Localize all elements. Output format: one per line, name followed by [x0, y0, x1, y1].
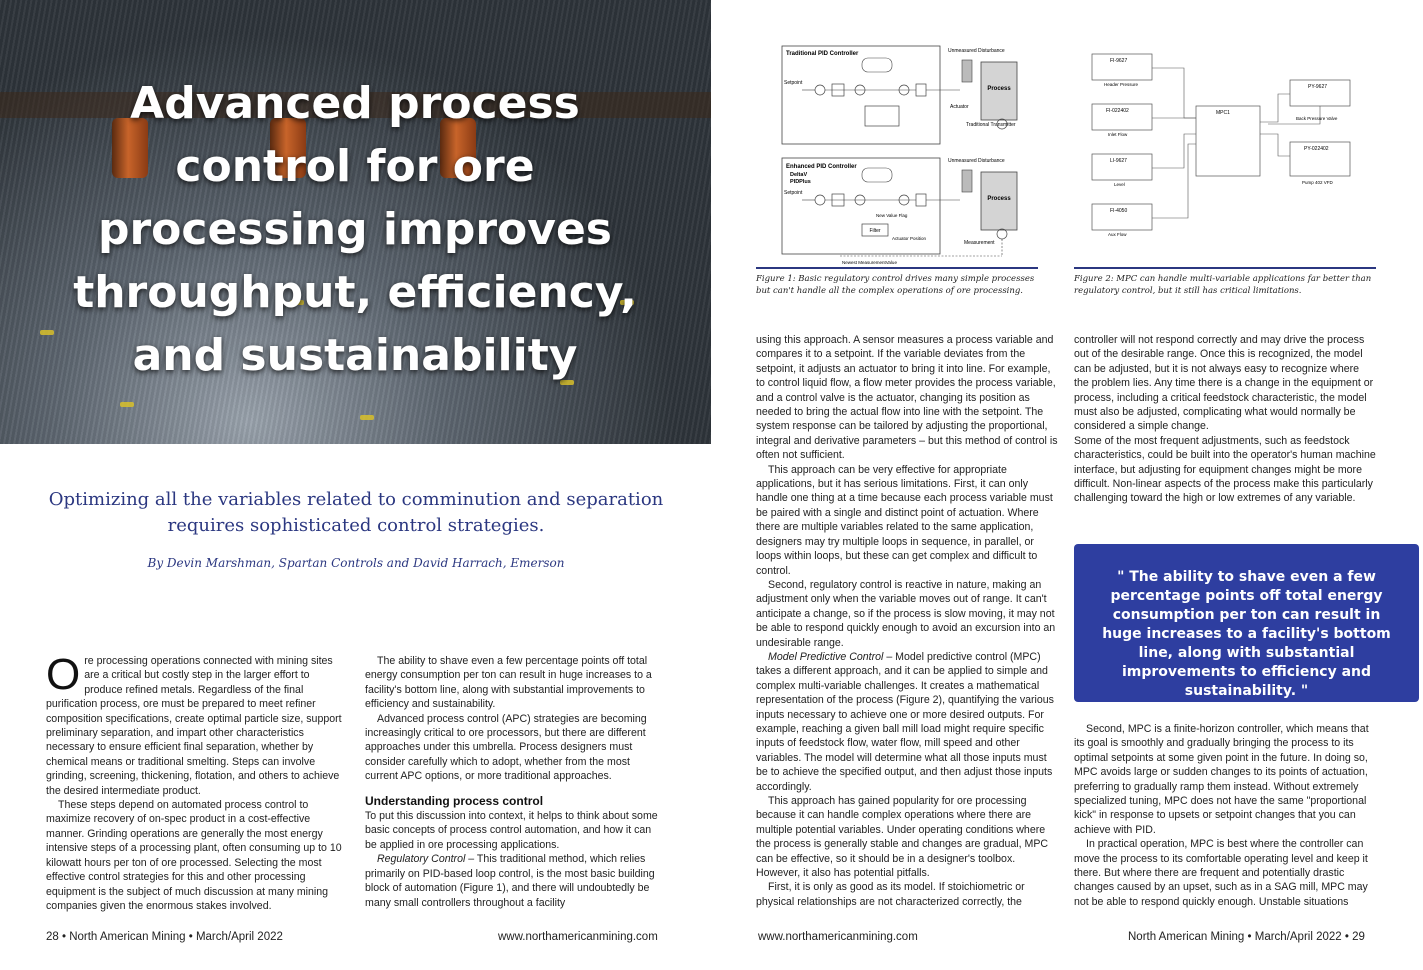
ao-tag: PY-9627	[1308, 84, 1327, 90]
disturbance-label: Unmeasured Disturbance	[948, 48, 1005, 54]
paragraph	[756, 650, 1058, 794]
ai-tag: FI-4050	[1110, 208, 1128, 214]
paragraph: To put this discussion into context, it helps to think about some basic concepts of process control automation, and how it can be applied in ore processing applications.	[365, 810, 658, 851]
figure-2-diagram	[1088, 44, 1356, 268]
paragraph: using this approach. A sensor measures a process variable and compares it to a setpoint. If the variable deviates from the setpoint, it adjusts an actuator to bring it into line. For example, to control liquid flow, a flow meter provides the process variable, and a control valve is the actuator, changing its position as needed to bring the actual flow into line with the setpoint. The system response can be tailored by adjusting the proportional, integral and derivative parameters – but this method of control is often not sufficient.	[756, 334, 1058, 462]
actuator-label: Actuator	[950, 104, 969, 110]
figure-1-top-label: Traditional PID Controller	[786, 51, 859, 57]
ai-tag: FI-022402	[1106, 108, 1129, 114]
ai-label: Level	[1114, 182, 1125, 187]
ai-label: Header Pressure	[1104, 82, 1139, 87]
ai-block	[1092, 204, 1152, 237]
actuator-position-label: Actuator Position	[892, 236, 927, 241]
ao-tag: PY-022402	[1304, 146, 1329, 152]
right-column-3	[1074, 722, 1376, 909]
ore-fleck	[120, 402, 134, 407]
paragraph-lead: Regulatory Control	[377, 853, 466, 866]
mpc-block	[1196, 106, 1260, 176]
paragraph: Second, regulatory control is reactive in nature, making an adjustment only when the variable moves out of range. It can't anticipate a change, so if the process is slow moving, it may not be able to respond quickly enough to avoid an excursion into an undesirable range.	[756, 578, 1056, 649]
filter-label: Filter	[869, 228, 881, 234]
figure-1-bottom-label: Enhanced PID Controller	[786, 164, 857, 170]
paragraph: This approach can be very effective for appropriate applications, but it has serious limitations. First, it can only handle one thing at a time because each process variable must be paired with a single and distinct point of actuation. Where there are multiple variables related to the same application, designers may try multiple loops in sequence, in parallel, or loops within loops, but these can get complex and difficult to control.	[756, 463, 1053, 577]
figure-2-rule	[1074, 267, 1376, 269]
left-column-2	[365, 654, 661, 910]
paragraph: First, it is only as good as its model. If stoichiometric or physical relationships are not characterized correctly, the	[756, 881, 1025, 908]
disturbance-label-2: Unmeasured Disturbance	[948, 158, 1005, 164]
ao-label: Back Pressure Valve	[1296, 116, 1338, 121]
hero-photo	[0, 0, 711, 444]
measurement-label: Measurement	[964, 240, 995, 246]
paragraph: controller will not respond correctly and may drive the process out of the desirable range. Once this is recognized, the model can be adjusted, but it is not always easy to recognize where the problem lies. Any time there is a change in the equipment or process, including a critical feedstock characteristic, the model must also be adjusted, complicating what would normally be considered a simple change.	[1074, 334, 1374, 433]
footer-left: 28 • North American Mining • March/April 2022	[46, 931, 283, 943]
ai-label: Inlet Flow	[1108, 132, 1128, 137]
footer-url-right: www.northamericanmining.com	[758, 931, 918, 943]
right-column-2	[1074, 333, 1376, 506]
process-label: Process	[987, 86, 1011, 92]
figure-1-rule	[756, 267, 1038, 269]
paragraph: Some of the most frequent adjustments, such as feedstock characteristics, could be built into the operator's human machine interface, but adjusting for equipment changes might be more difficult. Non-linear aspects of the process make this particularly challenging toward the high or low extremes of any variable.	[1074, 434, 1376, 505]
figure-1-diagram	[780, 44, 1020, 268]
paragraph: Advanced process control (APC) strategies are becoming increasingly critical to ore processors, but there are different approaches under this umbrella. Process designers must consider carefully which to adopt, whether from the most current APC options, or more traditional approaches.	[365, 712, 647, 783]
ai-block	[1092, 54, 1152, 87]
footer-right: North American Mining • March/April 2022 • 29	[1128, 931, 1365, 943]
transmitter-label: Traditional Transmitter	[966, 122, 1016, 128]
article-deck: Optimizing all the variables related to comminution and separation requires sophisticated control strategies.	[48, 489, 664, 536]
pidplus-label: PIDPlus	[790, 179, 811, 185]
article-title: Advanced process control for ore processing improves throughput, efficiency, and sustainability	[73, 78, 637, 381]
ao-block	[1290, 142, 1350, 185]
ai-block	[1092, 154, 1152, 187]
process-label-2: Process	[987, 196, 1011, 202]
section-heading: Understanding process control	[365, 793, 544, 808]
ai-tag: FI-9627	[1110, 58, 1128, 64]
paragraph: In practical operation, MPC is best where the controller can move the process to its comfortable operating level and keep it there. But where there are frequent and potentially drastic changes caused by an upset, such as in a SAG mill, MPC may not be able to respond quickly enough. Unstable situations	[1074, 838, 1368, 908]
ai-tag: LI-9627	[1110, 158, 1127, 164]
paragraph	[365, 852, 661, 910]
ore-fleck	[360, 415, 374, 420]
newest-label: Newest MeasurementValue	[842, 260, 897, 265]
paragraph-text: – Model predictive control (MPC) takes a different approach, and it can be applied to simple and complex multi-variable challenges. It creates a mathematical representation of the process (Figure 2), quantifying the various inputs necessary to achieve one or more desired outputs. For example, reaching a given ball mill load might require specific inputs of feedstock flow, water flow, mill speed and other variables. The model will determine what all those inputs must be to achieve the specified output, and then adjust those inputs accordingly.	[756, 650, 1054, 793]
ai-label: Aux Flow	[1108, 232, 1127, 237]
new-value-label: New Value Flag	[876, 213, 908, 218]
paragraph: re processing operations connected with mining sites are a critical but costly step in the larger effort to produce refined metals. Regardless of the final purification process, ore must be prepared to meet refiner composition specifications, create optimal particle size, support preliminary separation, and impart other characteristics necessary to ensure efficient final separation, whether by chemical means or traditional smelting. Steps can involve grinding, screening, thickening, flotation, and others to achieve the desired intermediate product.	[46, 655, 342, 797]
paragraph: These steps depend on automated process control to maximize recovery of on-spec product in a cost-effective manner. Grinding operations are generally the most energy intensive steps of a processing plant, often consuming up to 10 kilowatt hours per ton of ore processed. Selecting the most effective control strategies for this and other processing equipment is the subject of much discussion at many mining companies given the enormous stakes involved.	[46, 799, 342, 912]
paragraph: Second, MPC is a finite-horizon controller, which means that its goal is smoothly and gradually bringing the process to its optimal setpoints at some given point in the future. In doing so, MPC avoids large or sudden changes to its points of actuation, preferring to gradually ramp them instead. Without extremely specialized tuning, MPC does not have the same "proportional kick" in response to upsets or setpoint changes that you can achieve with PID.	[1074, 723, 1369, 836]
right-column-1	[756, 333, 1058, 909]
left-column-1	[46, 650, 346, 913]
setpoint-label-2: Setpoint	[784, 190, 803, 196]
pull-quote: " The ability to shave even a few percentage points off total energy consumption per ton can result in huge increases to a facility's bottom line, along with substantial improvements to efficiency and sustainability. "	[1074, 544, 1419, 702]
figure-2-caption: Figure 2: MPC can handle multi-variable applications far better than regulatory control, but it still has critical limitations.	[1074, 274, 1372, 296]
deltav-label: DeltaV	[790, 172, 808, 178]
paragraph-text: – This traditional method, which relies primarily on PID-based loop control, is the most basic building block of automation (Figure 1), and there will undoubtedly be many small controllers throughout a facility	[365, 853, 655, 909]
ai-block	[1092, 104, 1152, 137]
paragraph: The ability to shave even a few percentage points off total energy consumption per ton can result in huge increases to a facility's bottom line, along with substantial improvements to efficiency and sustainability.	[365, 655, 652, 711]
footer-url: www.northamericanmining.com	[498, 931, 658, 943]
setpoint-label: Setpoint	[784, 80, 803, 86]
drop-cap: O	[46, 650, 81, 699]
ao-label: Pump 402 VFD	[1302, 180, 1333, 185]
figure-1-caption: Figure 1: Basic regulatory control drives many simple processes but can't handle all the complex operations of ore processing.	[756, 274, 1035, 296]
mpc-tag: MPC1	[1216, 110, 1230, 116]
paragraph-lead: Model Predictive Control	[768, 650, 884, 663]
byline: By Devin Marshman, Spartan Controls and David Harrach, Emerson	[147, 556, 565, 570]
paragraph: This approach has gained popularity for ore processing because it can handle complex operations where there are multiple potential variables. Under operating conditions where the process is generally stable and changes are gradual, MPC can be effective, so it should be in a designer's toolbox. However, it also has potential pitfalls.	[756, 795, 1049, 880]
